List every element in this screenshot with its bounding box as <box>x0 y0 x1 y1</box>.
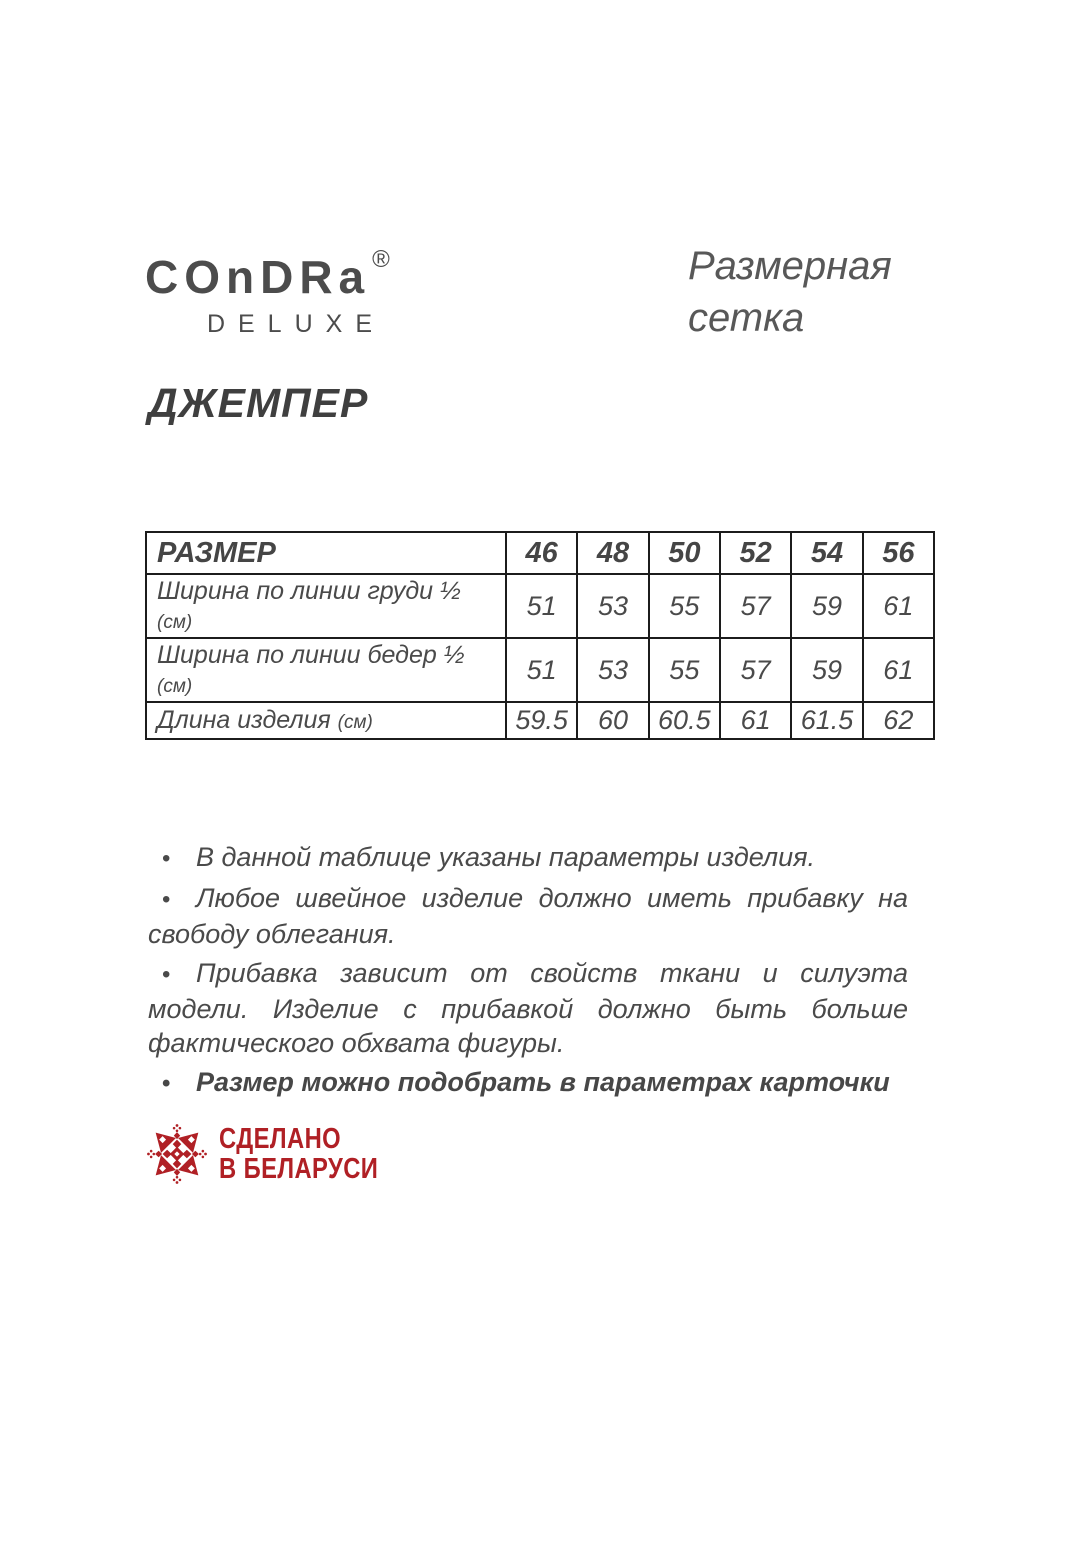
belarus-ornament-icon <box>145 1122 209 1186</box>
made-in-line1: СДЕЛАНО <box>219 1123 342 1155</box>
cell-value: 61.5 <box>791 702 862 739</box>
cell-value: 55 <box>649 638 720 702</box>
note-item <box>148 956 908 1060</box>
made-in-belarus-label <box>219 1124 378 1184</box>
made-in-line2: В БЕЛАРУСИ <box>219 1153 379 1185</box>
notes-list <box>148 840 908 1106</box>
bullet-icon: • <box>162 1070 171 1097</box>
note-text: Прибавка зависит от свойств ткани и силуэта модели. Изделие с прибавкой должно быть больше фактического обхвата фигуры. <box>148 958 908 1058</box>
cell-value: 57 <box>720 638 791 702</box>
bullet-icon: • <box>162 886 171 913</box>
row-unit: (см) <box>157 676 193 697</box>
size-col-50: 50 <box>649 532 720 574</box>
size-col-56: 56 <box>863 532 934 574</box>
size-col-54: 54 <box>791 532 862 574</box>
cell-value: 59 <box>791 638 862 702</box>
cell-value: 60.5 <box>649 702 720 739</box>
cell-value: 61 <box>720 702 791 739</box>
row-unit: (см) <box>157 612 193 633</box>
cell-value: 62 <box>863 702 934 739</box>
cell-value: 60 <box>577 702 648 739</box>
note-text: Размер можно подобрать в параметрах карточки <box>196 1067 890 1097</box>
cell-value: 55 <box>649 574 720 638</box>
cell-value: 51 <box>506 638 577 702</box>
cell-value: 61 <box>863 574 934 638</box>
note-item <box>148 881 908 951</box>
page-title <box>688 240 892 344</box>
cell-value: 51 <box>506 574 577 638</box>
page-title-line1: Размерная <box>688 244 892 288</box>
row-unit: (см) <box>337 712 373 733</box>
note-text: В данной таблице указаны параметры изделия. <box>196 842 816 872</box>
size-table <box>145 531 935 740</box>
table-row-hip-width <box>146 638 934 702</box>
page-title-line2: сетка <box>688 296 805 340</box>
size-col-48: 48 <box>577 532 648 574</box>
bullet-icon: • <box>162 961 171 988</box>
cell-value: 53 <box>577 574 648 638</box>
bullet-icon: • <box>162 845 171 872</box>
table-row-chest-width <box>146 574 934 638</box>
brand-name-line <box>145 246 395 304</box>
cell-value: 59 <box>791 574 862 638</box>
cell-value: 61 <box>863 638 934 702</box>
brand-subtitle: DELUXE <box>206 310 385 338</box>
size-table-header-label: РАЗМЕР <box>146 532 506 574</box>
brand-logo <box>145 246 395 339</box>
cell-value: 53 <box>577 638 648 702</box>
registered-trademark-icon: ® <box>372 246 390 273</box>
cell-value: 57 <box>720 574 791 638</box>
cell-value: 59.5 <box>506 702 577 739</box>
row-label: Ширина по линии груди ½ (см) <box>146 574 506 638</box>
row-label: Длина изделия (см) <box>146 702 506 739</box>
note-item <box>148 1065 908 1101</box>
made-in-belarus-badge <box>145 1122 413 1186</box>
size-col-52: 52 <box>720 532 791 574</box>
row-label: Ширина по линии бедер ½ (см) <box>146 638 506 702</box>
note-text: Любое швейное изделие должно иметь прибавку на свободу облегания. <box>148 883 908 949</box>
brand-name: COnDRa <box>145 251 371 303</box>
product-title: ДЖЕМПЕР <box>148 380 369 426</box>
size-table-header-row <box>146 532 934 574</box>
table-row-length <box>146 702 934 739</box>
size-col-46: 46 <box>506 532 577 574</box>
note-item <box>148 840 908 876</box>
